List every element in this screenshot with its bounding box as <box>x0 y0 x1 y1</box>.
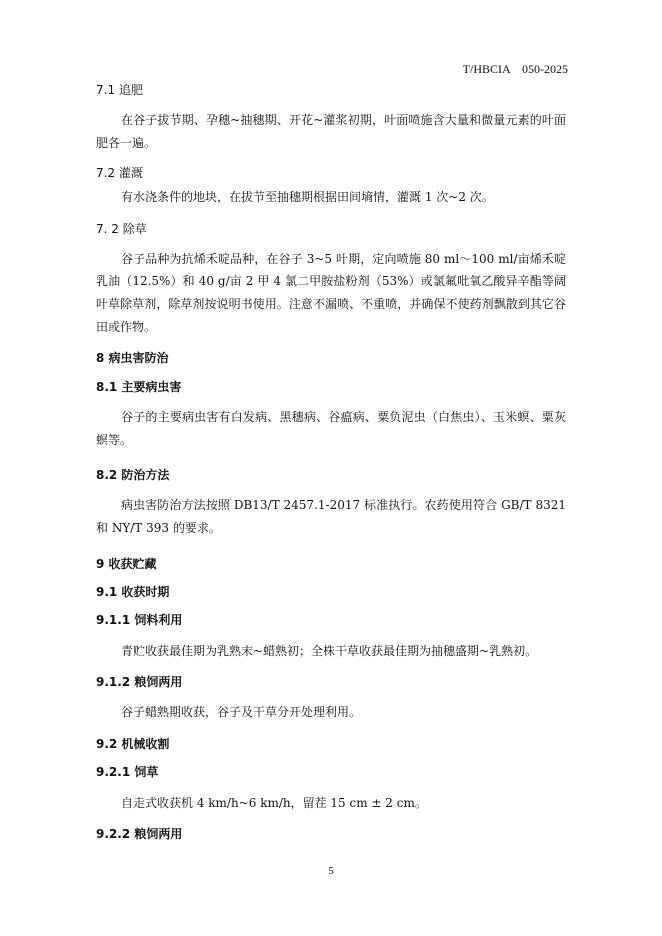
paragraph-8-1: 谷子的主要病虫害有白发病、黑穗病、谷瘟病、粟负泥虫（白焦虫）、玉米螟、粟灰螟等。 <box>96 410 566 447</box>
heading-8-1: 8.1 主要病虫害 <box>96 380 182 395</box>
heading-7-2: 7.2 灌溉 <box>96 166 143 181</box>
page-number: 5 <box>328 865 334 877</box>
paragraph-8-2: 病虫害防治方法按照 DB13/T 2457.1-2017 标准执行。农药使用符合 GB/T 8321 和 NY/T 393 的要求。 <box>96 498 566 535</box>
standard-number: T/HBCIA 050-2025 <box>462 62 568 76</box>
heading-9: 9 收获贮藏 <box>96 556 157 571</box>
heading-9-1: 9.1 收获时期 <box>96 584 170 599</box>
paragraph-9-1-2: 谷子蜡熟期收获，谷子及干草分开处理利用。 <box>121 705 362 720</box>
heading-9-1-1: 9.1.1 饲料利用 <box>96 612 183 627</box>
heading-8-2: 8.2 防治方法 <box>96 468 170 483</box>
paragraph-7-2: 有水浇条件的地块，在拔节至抽穗期根据田间墒情，灌溉 1 次~2 次。 <box>121 190 494 205</box>
heading-7-2-weeding: 7. 2 除草 <box>96 221 147 236</box>
paragraph-7-2-weeding: 谷子品种为抗烯禾啶品种，在谷子 3~5 叶期，定向喷施 80 ml～100 ml/亩烯禾啶乳油（12.5%）和 40 g/亩 2 甲 4 氯二甲胺盐粉剂（53%）或氯氟吡氧乙酸异辛酯等阔叶草除草剂，除草剂按说明书使用。注意不漏喷、不重喷，并确保不使药剂飘散到其它谷田或作物。 <box>96 251 566 334</box>
paragraph-7-1: 在谷子拔节期、孕穗~抽穗期、开花~灌浆初期，叶面喷施含大量和微量元素的叶面肥各一遍。 <box>96 113 566 150</box>
paragraph-9-2-1: 自走式收获机 4 km/h~6 km/h，留茬 15 cm ± 2 cm。 <box>121 795 427 810</box>
heading-8: 8 病虫害防治 <box>96 351 169 366</box>
paragraph-9-1-1: 青贮收获最佳期为乳熟末~蜡熟初；全株干草收获最佳期为抽穗盛期~乳熟初。 <box>121 643 538 658</box>
heading-9-2: 9.2 机械收割 <box>96 736 170 751</box>
document-body <box>96 82 566 842</box>
heading-9-1-2: 9.1.2 粮饲两用 <box>96 675 183 690</box>
heading-9-2-2: 9.2.2 粮饲两用 <box>96 827 183 842</box>
heading-7-1: 7.1 追肥 <box>96 83 143 97</box>
heading-9-2-1: 9.2.1 饲草 <box>96 764 159 779</box>
